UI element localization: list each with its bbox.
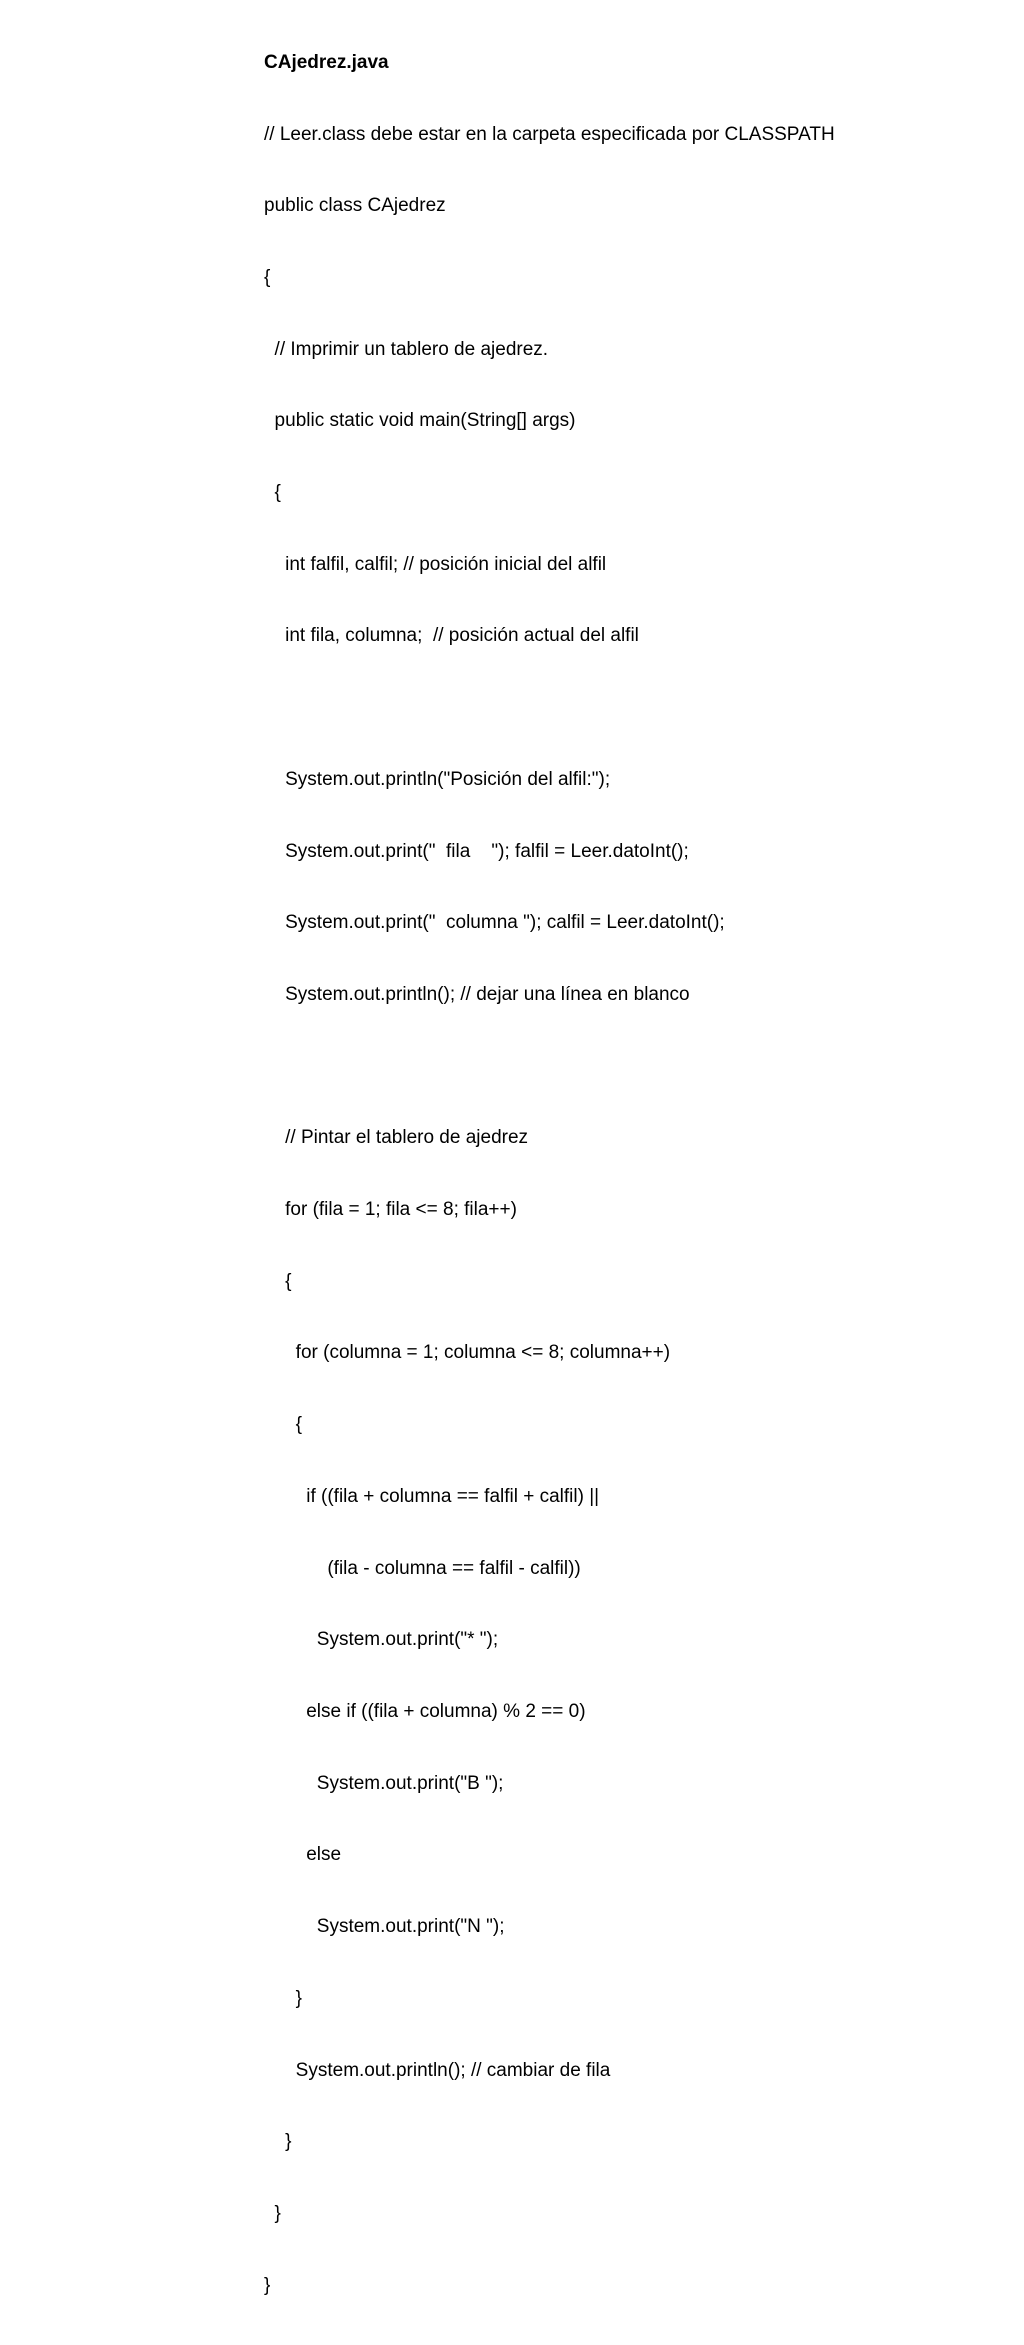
code-line: for (columna = 1; columna <= 8; columna++) [264, 1342, 671, 1364]
code-line: System.out.print(" columna "); calfil = Leer.datoInt(); [264, 912, 725, 934]
code-line: } [264, 2202, 281, 2224]
code-line: int falfil, calfil; // posición inicial del alfil [264, 553, 607, 575]
code-line: { [264, 266, 271, 288]
code-line: } [264, 2131, 292, 2153]
code-line: (fila - columna == falfil - calfil)) [264, 1557, 581, 1579]
code-line: for (fila = 1; fila <= 8; fila++) [264, 1199, 517, 1221]
code-line: // Leer.class debe estar en la carpeta especificada por CLASSPATH [264, 123, 835, 145]
code-line: System.out.print("B "); [264, 1772, 504, 1794]
code-line: // Imprimir un tablero de ajedrez. [264, 338, 549, 360]
code-line: System.out.print("N "); [264, 1916, 505, 1938]
code-line: // Pintar el tablero de ajedrez [264, 1127, 529, 1149]
code-listing [264, 3, 835, 2345]
code-line: { [264, 1414, 303, 1436]
code-line: int fila, columna; // posición actual del alfil [264, 625, 639, 647]
code-line: System.out.print(" fila "); falfil = Leer.datoInt(); [264, 840, 689, 862]
code-line: System.out.println(); // cambiar de fila [264, 2059, 611, 2081]
code-line [264, 1055, 835, 1079]
code-line: System.out.println(); // dejar una línea en blanco [264, 983, 690, 1005]
file-title: CAjedrez.java [264, 51, 389, 73]
code-line: { [264, 1270, 292, 1292]
code-line: if ((fila + columna == falfil + calfil) || [264, 1485, 600, 1507]
code-line: else [264, 1844, 342, 1866]
code-line: public class CAjedrez [264, 195, 446, 217]
code-line: System.out.print("* "); [264, 1629, 499, 1651]
code-line: } [264, 1987, 303, 2009]
code-line: public static void main(String[] args) [264, 410, 576, 432]
code-line: else if ((fila + columna) % 2 == 0) [264, 1700, 586, 1722]
code-line [264, 696, 835, 720]
code-line: } [264, 2274, 271, 2296]
code-line: { [264, 482, 281, 504]
code-line: System.out.println("Posición del alfil:"); [264, 768, 611, 790]
